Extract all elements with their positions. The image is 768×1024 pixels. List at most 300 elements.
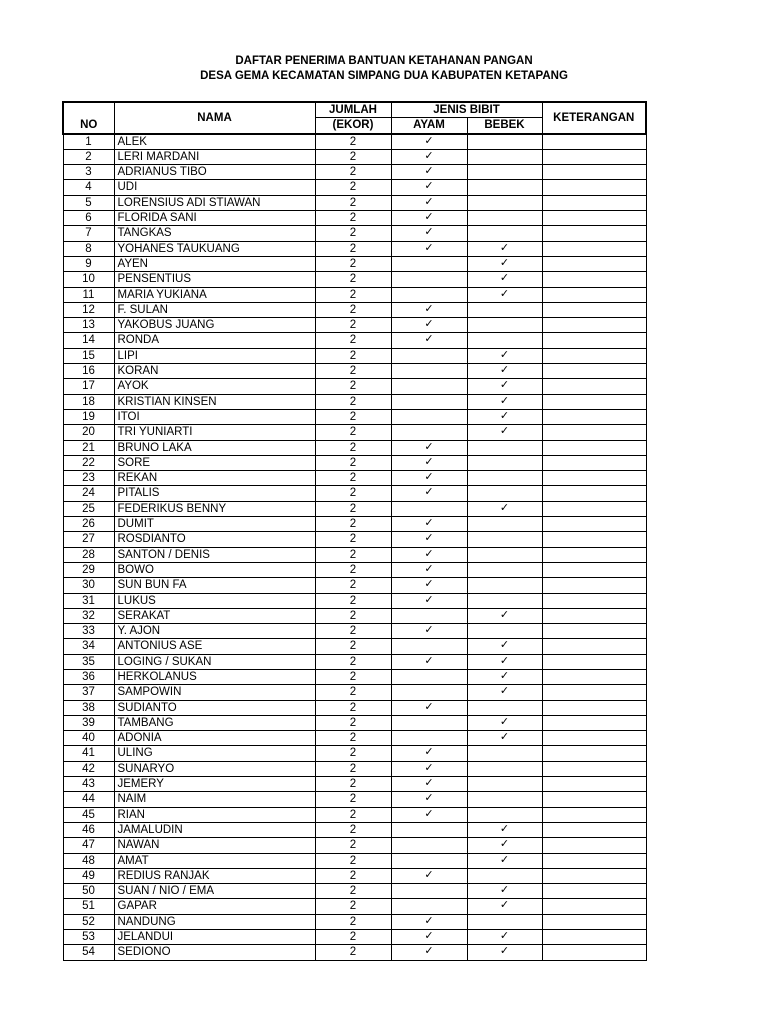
check-icon: ✓ [499, 731, 510, 744]
row-no: 21 [63, 440, 114, 455]
row-no: 52 [63, 914, 114, 929]
row-jumlah: 2 [315, 256, 391, 271]
row-jumlah: 2 [315, 226, 391, 241]
row-jumlah: 2 [315, 333, 391, 348]
row-ayam [391, 318, 467, 333]
row-keterangan [542, 899, 646, 914]
row-no: 53 [63, 930, 114, 945]
row-keterangan [542, 348, 646, 363]
row-no: 27 [63, 532, 114, 547]
row-nama: TAMBANG [114, 715, 315, 730]
row-nama: MARIA YUKIANA [114, 287, 315, 302]
row-no: 22 [63, 455, 114, 470]
row-no: 11 [63, 287, 114, 302]
check-icon: ✓ [499, 838, 510, 851]
document-title: DAFTAR PENERIMA BANTUAN KETAHANAN PANGAN [235, 55, 533, 67]
row-ayam [391, 669, 467, 684]
row-no: 3 [63, 165, 114, 180]
row-no: 40 [63, 731, 114, 746]
check-icon: ✓ [499, 256, 510, 269]
row-keterangan [542, 425, 646, 440]
table-row [63, 945, 646, 960]
row-ayam [391, 333, 467, 348]
check-icon: ✓ [424, 517, 434, 530]
table-row [63, 792, 646, 807]
row-bebek [467, 838, 542, 853]
row-bebek [467, 731, 542, 746]
row-bebek [467, 792, 542, 807]
row-jumlah: 2 [315, 639, 391, 654]
row-ayam [391, 654, 467, 669]
table-row [63, 165, 646, 180]
check-icon: ✓ [499, 884, 510, 897]
row-no: 30 [63, 578, 114, 593]
row-nama: ROSDIANTO [114, 532, 315, 547]
row-jumlah: 2 [315, 608, 391, 623]
row-keterangan [542, 409, 646, 424]
row-nama: ALEK [114, 134, 315, 150]
row-bebek [467, 486, 542, 501]
row-keterangan [542, 731, 646, 746]
row-nama: SAMPOWIN [114, 685, 315, 700]
row-ayam [391, 746, 467, 761]
table-row [63, 822, 646, 837]
table-row [63, 715, 646, 730]
row-nama: RIAN [114, 807, 315, 822]
check-icon: ✓ [499, 241, 510, 254]
row-nama: TRI YUNIARTI [114, 425, 315, 440]
row-no: 28 [63, 547, 114, 562]
row-no: 32 [63, 608, 114, 623]
row-ayam [391, 394, 467, 409]
row-nama: UDI [114, 180, 315, 195]
row-ayam [391, 287, 467, 302]
check-icon: ✓ [424, 241, 434, 254]
header-bebek: BEBEK [467, 118, 542, 134]
row-no: 29 [63, 562, 114, 577]
row-jumlah: 2 [315, 501, 391, 516]
row-keterangan [542, 256, 646, 271]
row-keterangan [542, 608, 646, 623]
row-ayam [391, 241, 467, 256]
row-keterangan [542, 532, 646, 547]
table-row [63, 639, 646, 654]
check-icon: ✓ [499, 394, 510, 407]
row-bebek [467, 822, 542, 837]
row-ayam [391, 562, 467, 577]
table-row [63, 440, 646, 455]
check-icon: ✓ [424, 532, 434, 545]
document-subtitle: DESA GEMA KECAMATAN SIMPANG DUA KABUPATEN KETAPANG [200, 70, 568, 82]
table-row [63, 868, 646, 883]
row-bebek [467, 425, 542, 440]
row-bebek [467, 318, 542, 333]
table-row [63, 593, 646, 608]
check-icon: ✓ [424, 318, 434, 331]
row-jumlah: 2 [315, 868, 391, 883]
check-icon: ✓ [424, 945, 434, 958]
table-row [63, 149, 646, 164]
row-no: 26 [63, 517, 114, 532]
row-nama: FEDERIKUS BENNY [114, 501, 315, 516]
row-keterangan [542, 302, 646, 317]
row-keterangan [542, 624, 646, 639]
row-no: 47 [63, 838, 114, 853]
row-no: 36 [63, 669, 114, 684]
row-bebek [467, 180, 542, 195]
row-no: 42 [63, 761, 114, 776]
check-icon: ✓ [499, 654, 510, 667]
row-keterangan [542, 180, 646, 195]
row-no: 44 [63, 792, 114, 807]
table-row [63, 624, 646, 639]
check-icon: ✓ [499, 272, 510, 285]
row-ayam [391, 440, 467, 455]
row-ayam [391, 838, 467, 853]
row-nama: AMAT [114, 853, 315, 868]
row-bebek [467, 287, 542, 302]
row-ayam [391, 272, 467, 287]
header-nama: NAMA [114, 102, 315, 134]
row-nama: BOWO [114, 562, 315, 577]
row-jumlah: 2 [315, 348, 391, 363]
check-icon: ✓ [424, 302, 434, 315]
check-icon: ✓ [499, 822, 510, 835]
row-jumlah: 2 [315, 731, 391, 746]
row-keterangan [542, 884, 646, 899]
table-row [63, 853, 646, 868]
row-keterangan [542, 287, 646, 302]
row-keterangan [542, 517, 646, 532]
row-no: 33 [63, 624, 114, 639]
table-row [63, 302, 646, 317]
row-bebek [467, 517, 542, 532]
check-icon: ✓ [424, 165, 434, 178]
check-icon: ✓ [499, 715, 510, 728]
row-bebek [467, 807, 542, 822]
table-row [63, 608, 646, 623]
row-bebek [467, 211, 542, 226]
row-jumlah: 2 [315, 302, 391, 317]
row-ayam [391, 761, 467, 776]
row-no: 9 [63, 256, 114, 271]
header-no: NO [63, 102, 114, 134]
row-bebek [467, 149, 542, 164]
row-bebek [467, 440, 542, 455]
row-nama: KORAN [114, 364, 315, 379]
row-nama: AYEN [114, 256, 315, 271]
row-ayam [391, 624, 467, 639]
row-ayam [391, 822, 467, 837]
table-row [63, 914, 646, 929]
row-bebek [467, 654, 542, 669]
row-keterangan [542, 639, 646, 654]
table-row [63, 761, 646, 776]
row-no: 12 [63, 302, 114, 317]
row-keterangan [542, 195, 646, 210]
row-keterangan [542, 807, 646, 822]
row-ayam [391, 195, 467, 210]
row-no: 43 [63, 777, 114, 792]
row-ayam [391, 455, 467, 470]
row-ayam [391, 608, 467, 623]
table-row [63, 256, 646, 271]
row-ayam [391, 409, 467, 424]
row-nama: LOGING / SUKAN [114, 654, 315, 669]
row-ayam [391, 884, 467, 899]
row-keterangan [542, 501, 646, 516]
row-no: 34 [63, 639, 114, 654]
check-icon: ✓ [499, 287, 510, 300]
row-keterangan [542, 134, 646, 150]
check-icon: ✓ [424, 930, 434, 943]
row-keterangan [542, 777, 646, 792]
row-jumlah: 2 [315, 517, 391, 532]
row-no: 19 [63, 409, 114, 424]
row-jumlah: 2 [315, 211, 391, 226]
row-jumlah: 2 [315, 930, 391, 945]
row-bebek [467, 272, 542, 287]
table-row [63, 180, 646, 195]
row-jumlah: 2 [315, 272, 391, 287]
check-icon: ✓ [424, 578, 434, 591]
row-nama: Y. AJON [114, 624, 315, 639]
check-icon: ✓ [424, 914, 434, 927]
row-bebek [467, 409, 542, 424]
row-bebek [467, 501, 542, 516]
row-jumlah: 2 [315, 180, 391, 195]
row-nama: F. SULAN [114, 302, 315, 317]
row-bebek [467, 624, 542, 639]
row-no: 6 [63, 211, 114, 226]
row-jumlah: 2 [315, 792, 391, 807]
row-jumlah: 2 [315, 700, 391, 715]
row-nama: TANGKAS [114, 226, 315, 241]
table-row [63, 471, 646, 486]
row-jumlah: 2 [315, 486, 391, 501]
check-icon: ✓ [424, 792, 434, 805]
row-jumlah: 2 [315, 425, 391, 440]
row-nama: AYOK [114, 379, 315, 394]
table-row [63, 409, 646, 424]
row-jumlah: 2 [315, 884, 391, 899]
row-bebek [467, 945, 542, 960]
table-row [63, 685, 646, 700]
row-nama: SANTON / DENIS [114, 547, 315, 562]
row-nama: LUKUS [114, 593, 315, 608]
header-ekor: (EKOR) [315, 118, 391, 134]
row-bebek [467, 914, 542, 929]
row-no: 25 [63, 501, 114, 516]
row-ayam [391, 364, 467, 379]
table-row [63, 731, 646, 746]
row-ayam [391, 853, 467, 868]
check-icon: ✓ [499, 853, 510, 866]
row-bebek [467, 746, 542, 761]
row-bebek [467, 379, 542, 394]
row-ayam [391, 471, 467, 486]
row-ayam [391, 899, 467, 914]
row-jumlah: 2 [315, 822, 391, 837]
row-keterangan [542, 822, 646, 837]
row-ayam [391, 807, 467, 822]
row-keterangan [542, 318, 646, 333]
row-ayam [391, 165, 467, 180]
row-keterangan [542, 853, 646, 868]
row-nama: SUNARYO [114, 761, 315, 776]
row-keterangan [542, 700, 646, 715]
row-ayam [391, 945, 467, 960]
header-keterangan: KETERANGAN [542, 102, 646, 134]
row-keterangan [542, 165, 646, 180]
check-icon: ✓ [424, 211, 434, 224]
row-jumlah: 2 [315, 899, 391, 914]
header-ayam: AYAM [391, 118, 467, 134]
check-icon: ✓ [499, 501, 510, 514]
row-nama: YAKOBUS JUANG [114, 318, 315, 333]
table-row [63, 226, 646, 241]
row-nama: FLORIDA SANI [114, 211, 315, 226]
row-nama: PENSENTIUS [114, 272, 315, 287]
row-nama: SUAN / NIO / EMA [114, 884, 315, 899]
check-icon: ✓ [424, 654, 434, 667]
row-jumlah: 2 [315, 455, 391, 470]
check-icon: ✓ [424, 455, 434, 468]
table-row [63, 746, 646, 761]
row-jumlah: 2 [315, 838, 391, 853]
check-icon: ✓ [499, 425, 510, 438]
table-row [63, 578, 646, 593]
row-keterangan [542, 211, 646, 226]
row-jumlah: 2 [315, 914, 391, 929]
check-icon: ✓ [424, 624, 434, 637]
row-keterangan [542, 562, 646, 577]
row-no: 5 [63, 195, 114, 210]
row-nama: ITOI [114, 409, 315, 424]
row-no: 4 [63, 180, 114, 195]
row-bebek [467, 134, 542, 150]
check-icon: ✓ [499, 379, 510, 392]
row-no: 10 [63, 272, 114, 287]
row-bebek [467, 302, 542, 317]
row-keterangan [542, 440, 646, 455]
row-keterangan [542, 486, 646, 501]
row-bebek [467, 547, 542, 562]
row-nama: JAMALUDIN [114, 822, 315, 837]
row-ayam [391, 379, 467, 394]
row-jumlah: 2 [315, 746, 391, 761]
row-bebek [467, 195, 542, 210]
row-jumlah: 2 [315, 593, 391, 608]
check-icon: ✓ [499, 639, 510, 652]
row-jumlah: 2 [315, 761, 391, 776]
check-icon: ✓ [499, 685, 510, 698]
row-jumlah: 2 [315, 578, 391, 593]
row-keterangan [542, 272, 646, 287]
row-nama: LERI MARDANI [114, 149, 315, 164]
row-no: 20 [63, 425, 114, 440]
row-keterangan [542, 241, 646, 256]
table-row [63, 241, 646, 256]
row-nama: BRUNO LAKA [114, 440, 315, 455]
row-ayam [391, 226, 467, 241]
row-jumlah: 2 [315, 471, 391, 486]
row-bebek [467, 394, 542, 409]
header-jumlah: JUMLAH [315, 102, 391, 118]
row-bebek [467, 930, 542, 945]
table-row [63, 333, 646, 348]
row-jumlah: 2 [315, 195, 391, 210]
row-jumlah: 2 [315, 379, 391, 394]
check-icon: ✓ [424, 195, 434, 208]
row-ayam [391, 256, 467, 271]
row-bebek [467, 608, 542, 623]
check-icon: ✓ [424, 226, 434, 239]
row-bebek [467, 333, 542, 348]
check-icon: ✓ [499, 899, 510, 912]
check-icon: ✓ [424, 440, 434, 453]
row-nama: KRISTIAN KINSEN [114, 394, 315, 409]
check-icon: ✓ [424, 562, 434, 575]
row-no: 49 [63, 868, 114, 883]
row-nama: SUN BUN FA [114, 578, 315, 593]
row-bebek [467, 471, 542, 486]
row-jumlah: 2 [315, 409, 391, 424]
table-row [63, 379, 646, 394]
row-bebek [467, 669, 542, 684]
row-jumlah: 2 [315, 715, 391, 730]
check-icon: ✓ [499, 364, 510, 377]
row-keterangan [542, 333, 646, 348]
table-row [63, 364, 646, 379]
row-keterangan [542, 868, 646, 883]
row-keterangan [542, 654, 646, 669]
row-bebek [467, 165, 542, 180]
row-bebek [467, 639, 542, 654]
row-no: 16 [63, 364, 114, 379]
table-row [63, 532, 646, 547]
table-row [63, 669, 646, 684]
row-ayam [391, 532, 467, 547]
row-no: 18 [63, 394, 114, 409]
check-icon: ✓ [424, 486, 434, 499]
row-bebek [467, 715, 542, 730]
row-jumlah: 2 [315, 777, 391, 792]
row-no: 14 [63, 333, 114, 348]
row-bebek [467, 899, 542, 914]
table-row [63, 394, 646, 409]
check-icon: ✓ [499, 409, 510, 422]
row-nama: SERAKAT [114, 608, 315, 623]
table-row [63, 348, 646, 363]
row-keterangan [542, 761, 646, 776]
row-jumlah: 2 [315, 134, 391, 150]
row-bebek [467, 256, 542, 271]
row-ayam [391, 715, 467, 730]
row-keterangan [542, 914, 646, 929]
check-icon: ✓ [499, 348, 510, 361]
check-icon: ✓ [424, 807, 434, 820]
row-jumlah: 2 [315, 685, 391, 700]
row-jumlah: 2 [315, 547, 391, 562]
check-icon: ✓ [424, 700, 434, 713]
row-jumlah: 2 [315, 241, 391, 256]
row-no: 31 [63, 593, 114, 608]
row-ayam [391, 700, 467, 715]
row-no: 23 [63, 471, 114, 486]
row-jumlah: 2 [315, 853, 391, 868]
row-jumlah: 2 [315, 165, 391, 180]
